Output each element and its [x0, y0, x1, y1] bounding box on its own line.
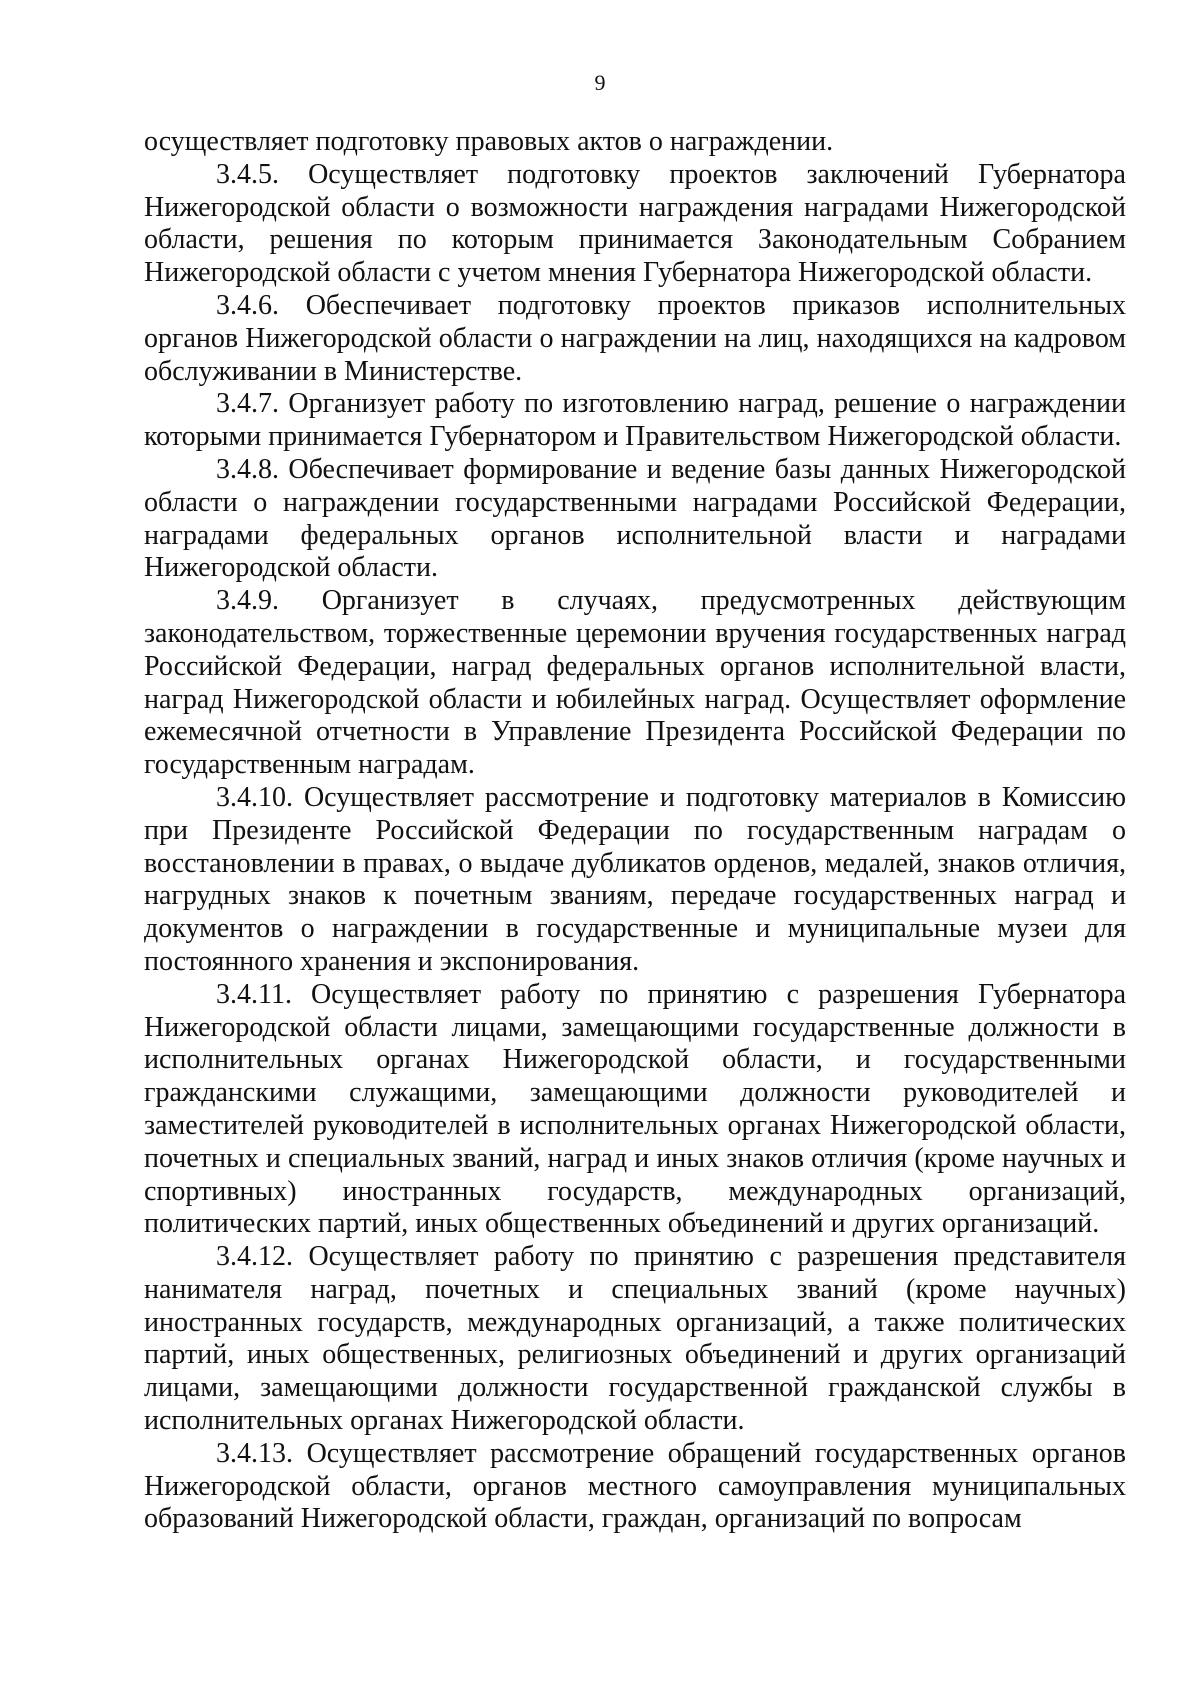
paragraph-3-4-12: 3.4.12. Осуществляет работу по принятию с разрешения представителя нанимателя наград, почетных и специальных званий (кроме научных) иностранных государств, международных организаций, а также политических партий, иных общественных, религиозных объединений и других организаций лицами, замещающими должности государственной гражданской службы в исполнительных органах Нижегородской области. — [144, 1241, 1126, 1437]
paragraph-3-4-7: 3.4.7. Организует работу по изготовлению наград, решение о награждении которыми принимается Губернатором и Правительством Нижегородской области. — [144, 388, 1126, 453]
page-number: 9 — [594, 70, 606, 95]
paragraph-3-4-8: 3.4.8. Обеспечивает формирование и ведение базы данных Нижегородской области о награждении государственными наградами Российской Федерации, наградами федеральных органов исполнительной власти и наградами Нижегородской области. — [144, 453, 1126, 584]
paragraph-3-4-9: 3.4.9. Организует в случаях, предусмотренных действующим законодательством, торжественные церемонии вручения государственных наград Российской Федерации, наград федеральных органов исполнительной власти, наград Нижегородской области и юбилейных наград. Осуществляет оформление ежемесячной отчетности в Управление Президента Российской Федерации по государственным наградам. — [144, 585, 1126, 781]
paragraph-3-4-6: 3.4.6. Обеспечивает подготовку проектов приказов исполнительных органов Нижегородской области о награждении на лиц, находящихся на кадровом обслуживании в Министерстве. — [144, 289, 1126, 387]
paragraph-3-4-11: 3.4.11. Осуществляет работу по принятию с разрешения Губернатора Нижегородской области лицами, замещающими государственные должности в исполнительных органах Нижегородской области, и государственными гражданскими служащими, замещающими должности руководителей и заместителей руководителей в исполнительных органах Нижегородской области, почетных и специальных званий, наград и иных знаков отличия (кроме научных и спортивных) иностранных государств, международных организаций, политических партий, иных общественных объединений и других организаций. — [144, 978, 1126, 1240]
paragraph-3-4-10: 3.4.10. Осуществляет рассмотрение и подготовку материалов в Комиссию при Президенте Российской Федерации по государственным наградам о восстановлении в правах, о выдаче дубликатов орденов, медалей, знаков отличия, нагрудных знаков к почетным званиям, передаче государственных наград и документов о награждении в государственные и муниципальные музеи для постоянного хранения и экспонирования. — [144, 781, 1126, 977]
paragraph-continuation: осуществляет подготовку правовых актов о награждении. — [144, 126, 834, 157]
paragraph-3-4-13: 3.4.13. Осуществляет рассмотрение обращений государственных органов Нижегородской области, органов местного самоуправления муниципальных образований Нижегородской области, граждан, организаций по вопросам — [144, 1437, 1126, 1535]
paragraph-3-4-5: 3.4.5. Осуществляет подготовку проектов заключений Губернатора Нижегородской области о возможности награждения наградами Нижегородской области, решения по которым принимается Законодательным Собранием Нижегородской области с учетом мнения Губернатора Нижегородской области. — [144, 158, 1126, 289]
document-body — [144, 126, 1126, 1536]
